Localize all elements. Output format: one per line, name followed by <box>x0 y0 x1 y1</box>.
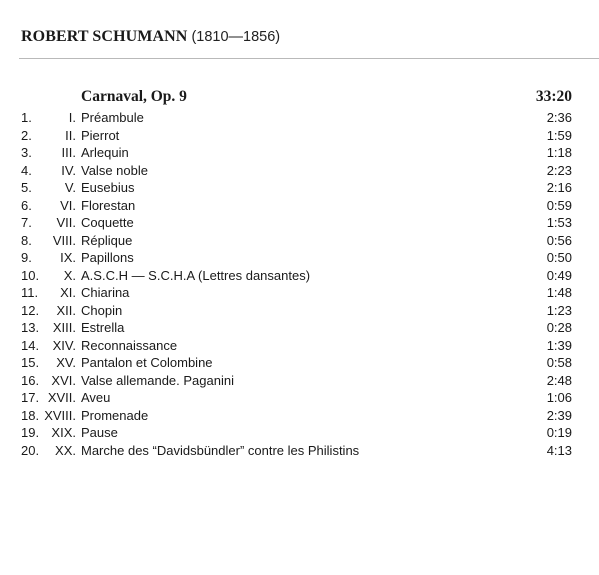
track-number: 11. <box>21 285 39 300</box>
track-title: Valse noble <box>81 162 148 178</box>
composer-header <box>21 28 280 46</box>
track-row <box>0 267 599 285</box>
track-duration: 1:59 <box>546 127 572 143</box>
track-title: Eusebius <box>81 180 135 195</box>
track-movement-numeral: XIX. <box>51 425 76 440</box>
track-movement-numeral: XVI. <box>51 372 76 388</box>
track-movement-numeral: VIII. <box>52 232 76 248</box>
track-duration: 1:23 <box>546 302 572 318</box>
work-total-duration: 33:20 <box>535 88 572 105</box>
track-title: Marche des “Davidsbündler” contre les Philistins <box>81 442 360 458</box>
track-title: Préambule <box>81 110 144 125</box>
track-duration: 0:56 <box>546 232 572 248</box>
track-row <box>0 407 599 425</box>
track-number: 14. <box>21 337 40 353</box>
track-row <box>0 162 599 180</box>
track-row <box>0 424 599 442</box>
track-row <box>0 389 599 407</box>
track-title: Pierrot <box>81 127 120 143</box>
track-movement-numeral: IV. <box>61 162 76 178</box>
track-duration: 0:58 <box>546 355 572 370</box>
track-row <box>0 144 599 162</box>
track-movement-numeral: I. <box>68 110 76 125</box>
track-duration: 1:06 <box>546 390 572 405</box>
track-duration: 0:50 <box>546 250 572 265</box>
track-movement-numeral: II. <box>65 127 76 143</box>
track-title: Valse allemande. Paganini <box>81 372 234 388</box>
track-number: 17. <box>21 390 40 405</box>
track-number: 8. <box>21 232 32 248</box>
track-duration: 0:49 <box>546 267 572 283</box>
track-row <box>0 337 599 355</box>
track-movement-numeral: XII. <box>56 302 76 318</box>
track-title: Arlequin <box>81 145 129 160</box>
track-row <box>0 319 599 337</box>
track-movement-numeral: XIII. <box>52 320 76 335</box>
composer-name: ROBERT SCHUMANN <box>21 28 188 45</box>
track-movement-numeral: VI. <box>60 197 76 213</box>
track-movement-numeral: XIV. <box>52 337 76 353</box>
track-title: Papillons <box>81 250 134 265</box>
track-row <box>0 179 599 197</box>
track-number: 3. <box>21 145 32 160</box>
track-title: Estrella <box>81 320 125 335</box>
track-row <box>0 284 599 302</box>
track-number: 1. <box>21 110 32 125</box>
track-title: Coquette <box>81 215 134 230</box>
track-duration: 1:39 <box>546 337 572 353</box>
track-duration: 0:19 <box>546 425 572 440</box>
track-movement-numeral: XVIII. <box>44 407 76 423</box>
work-title: Carnaval, Op. 9 <box>81 88 187 105</box>
track-number: 20. <box>21 442 40 458</box>
track-title: Florestan <box>81 197 136 213</box>
track-duration: 2:48 <box>546 372 572 388</box>
track-number: 2. <box>21 127 32 143</box>
composer-dates: (1810—1856) <box>191 29 281 45</box>
track-title: Réplique <box>81 232 133 248</box>
track-duration: 1:53 <box>546 215 572 230</box>
track-row <box>0 354 599 372</box>
track-title: Pause <box>81 425 118 440</box>
track-duration: 4:13 <box>546 442 572 458</box>
track-row <box>0 302 599 320</box>
track-number: 19. <box>21 425 40 440</box>
track-row <box>0 372 599 390</box>
track-movement-numeral: XVII. <box>47 390 76 405</box>
track-number: 12. <box>21 302 40 318</box>
track-number: 6. <box>21 197 32 213</box>
track-row <box>0 109 599 127</box>
track-movement-numeral: X. <box>63 267 76 283</box>
track-duration: 0:59 <box>546 197 572 213</box>
track-movement-numeral: IX. <box>60 250 76 265</box>
track-number: 18. <box>21 407 40 423</box>
track-title: Aveu <box>81 390 111 405</box>
track-row <box>0 214 599 232</box>
track-duration: 1:48 <box>546 285 572 300</box>
track-movement-numeral: III. <box>61 145 76 160</box>
track-row <box>0 442 599 460</box>
track-number: 13. <box>21 320 40 335</box>
track-number: 5. <box>21 180 32 195</box>
track-duration: 1:18 <box>546 145 572 160</box>
track-row <box>0 232 599 250</box>
track-number: 7. <box>21 215 32 230</box>
track-title: Promenade <box>81 407 149 423</box>
track-list <box>0 109 599 459</box>
track-movement-numeral: XX. <box>55 442 76 458</box>
track-duration: 2:36 <box>546 110 572 125</box>
track-row <box>0 197 599 215</box>
track-movement-numeral: XI. <box>60 285 76 300</box>
track-title: A.S.C.H — S.C.H.A (Lettres dansantes) <box>81 267 311 283</box>
track-title: Pantalon et Colombine <box>81 355 213 370</box>
track-number: 15. <box>21 355 40 370</box>
track-movement-numeral: VII. <box>56 215 76 230</box>
track-number: 16. <box>21 372 40 388</box>
track-duration: 2:39 <box>546 407 572 423</box>
track-title: Chiarina <box>81 285 130 300</box>
header-divider <box>19 58 599 59</box>
track-title: Reconnaissance <box>81 337 178 353</box>
track-row <box>0 127 599 145</box>
track-number: 10. <box>21 267 40 283</box>
track-title: Chopin <box>81 302 123 318</box>
track-duration: 2:23 <box>546 162 572 178</box>
track-number: 4. <box>21 162 32 178</box>
track-movement-numeral: XV. <box>56 355 76 370</box>
track-duration: 0:28 <box>546 320 572 335</box>
track-row <box>0 249 599 267</box>
track-duration: 2:16 <box>546 180 572 195</box>
track-number: 9. <box>21 250 32 265</box>
track-movement-numeral: V. <box>64 180 76 195</box>
